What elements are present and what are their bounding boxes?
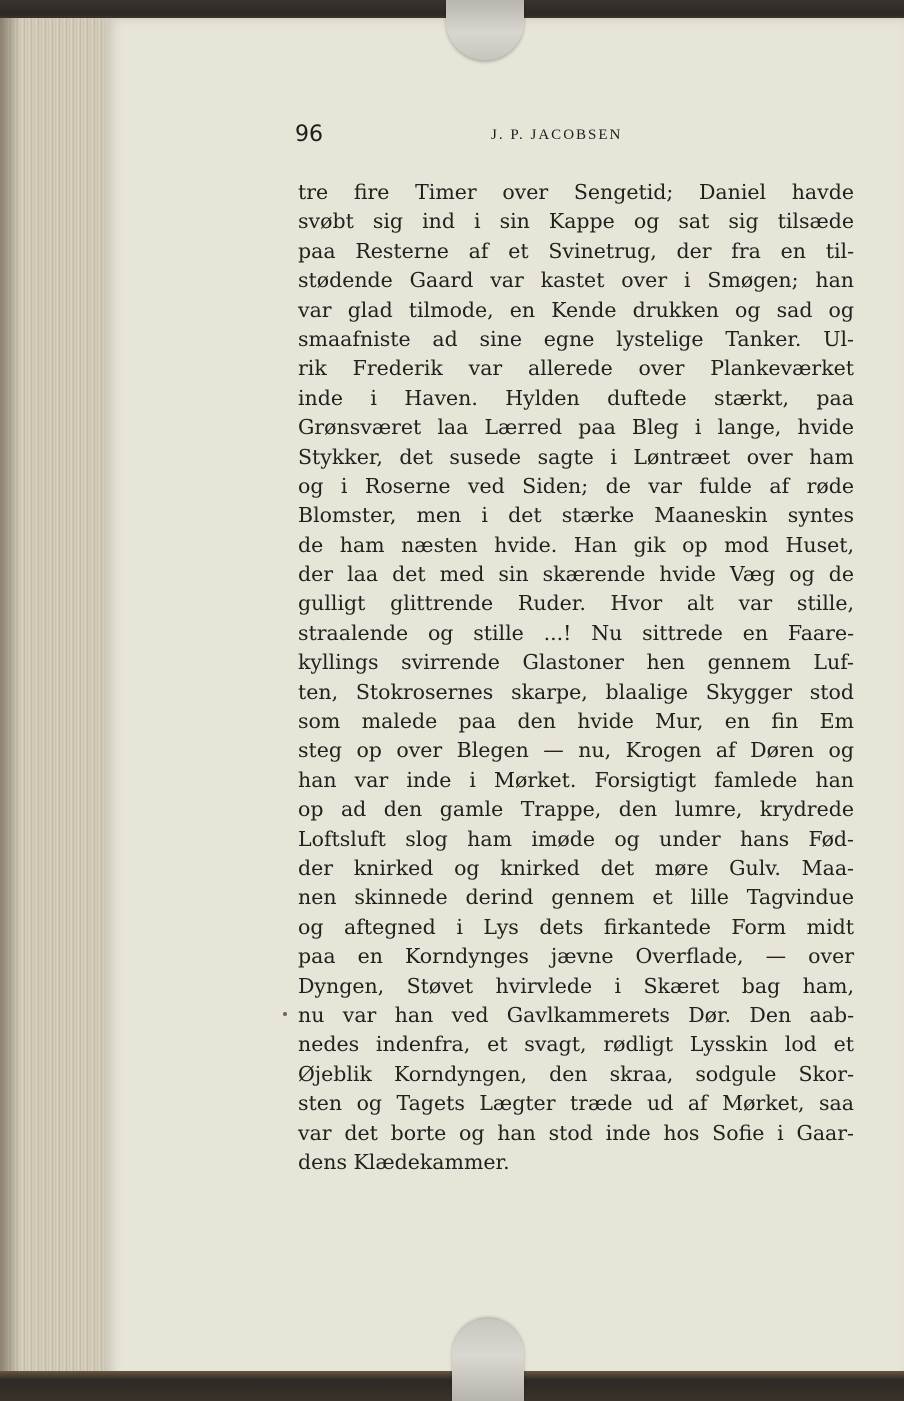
bottom-page-clip <box>452 1319 524 1401</box>
text-line: stødende Gaard var kastet over i Smøgen; han <box>298 268 854 293</box>
text-line: inde i Haven. Hylden duftede stærkt, paa <box>298 385 854 410</box>
text-line: paa en Korndynges jævne Overflade, — over <box>298 944 854 969</box>
text-line: ten, Stokrosernes skarpe, blaalige Skygger stod <box>298 679 854 704</box>
text-line: Øjeblik Korndyngen, den skraa, sodgule Skor- <box>298 1061 854 1086</box>
text-line: der laa det med sin skærende hvide Væg og de <box>298 562 854 587</box>
text-line: han var inde i Mørket. Forsigtigt famlede han <box>298 767 854 792</box>
text-line: var glad tilmode, en Kende drukken og sad og <box>298 297 854 322</box>
text-line: nu var han ved Gavlkammerets Dør. Den aab- <box>298 1002 854 1027</box>
text-line: som malede paa den hvide Mur, en fin Em <box>298 709 854 734</box>
page-edges-shadow <box>0 18 20 1380</box>
text-line: Loftsluft slog ham imøde og under hans Fød- <box>298 826 854 851</box>
text-line: var det borte og han stod inde hos Sofie i Gaar- <box>298 1120 854 1145</box>
text-line: sten og Tagets Lægter træde ud af Mørket, saa <box>298 1091 854 1116</box>
body-text <box>298 178 854 1177</box>
text-line: straalende og stille ...! Nu sittrede en Faare- <box>298 620 854 645</box>
page-number: 96 <box>295 122 323 147</box>
text-line: tre fire Timer over Sengetid; Daniel havde <box>298 180 854 204</box>
text-line: op ad den gamle Trappe, den lumre, krydrede <box>298 797 854 822</box>
text-line: kyllings svirrende Glastoner hen gennem Luf- <box>298 650 854 675</box>
text-line: nen skinnede derind gennem et lille Tagvindue <box>298 885 854 910</box>
text-line: Dyngen, Støvet hvirvlede i Skæret bag ham, <box>298 973 854 998</box>
print-speck <box>283 1012 287 1016</box>
text-line: og aftegned i Lys dets firkantede Form midt <box>298 914 854 939</box>
text-line: der knirked og knirked det møre Gulv. Maa- <box>298 855 854 880</box>
text-line: Stykker, det susede sagte i Løntræet over ham <box>298 444 854 469</box>
text-line: smaafniste ad sine egne lystelige Tanker. Ul- <box>298 326 854 351</box>
text-line: gulligt glittrende Ruder. Hvor alt var stille, <box>298 591 854 616</box>
text-line: nedes indenfra, et svagt, rødligt Lysskin lod et <box>298 1032 854 1057</box>
text-line: de ham næsten hvide. Han gik op mod Huset, <box>298 532 854 557</box>
running-head: J. P. JACOBSEN <box>491 127 623 143</box>
text-line: steg op over Blegen — nu, Krogen af Døren og <box>298 738 854 763</box>
text-line: og i Roserne ved Siden; de var fulde af røde <box>298 473 854 498</box>
text-line: rik Frederik var allerede over Plankeværket <box>298 356 854 381</box>
text-line: Blomster, men i det stærke Maaneskin syntes <box>298 503 854 528</box>
text-line: svøbt sig ind i sin Kappe og sat sig tilsæde <box>298 209 854 234</box>
text-line: dens Klædekammer. <box>298 1149 510 1174</box>
text-line: paa Resterne af et Svinetrug, der fra en til- <box>298 238 854 263</box>
text-line: Grønsværet laa Lærred paa Bleg i lange, hvide <box>298 415 854 440</box>
